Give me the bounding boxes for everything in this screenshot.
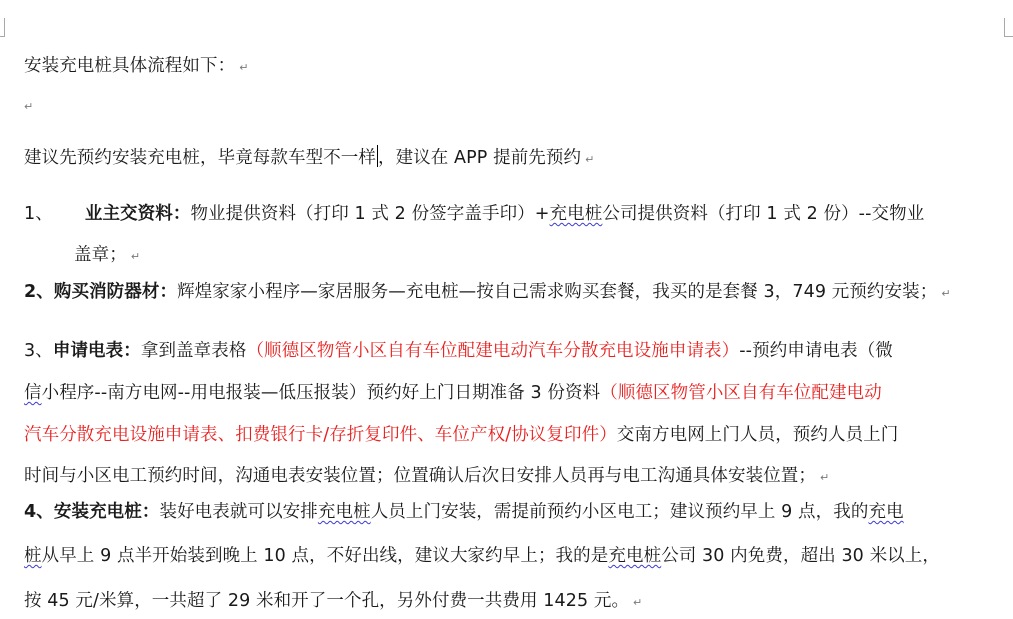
step3-line3[interactable] [24, 423, 898, 447]
step4-l2-a: 桩 [24, 546, 42, 566]
step3-l3-red: 汽车分散充电设施申请表、扣费银行卡/存折复印件、车位产权/协议复印件） [24, 425, 617, 445]
step3-l1-a: 拿到盖章表格 [140, 341, 247, 361]
empty-paragraph[interactable] [24, 93, 33, 119]
step1-number: 1、 [24, 204, 53, 224]
step4-line1[interactable] [24, 500, 904, 524]
doc-title-line[interactable] [24, 54, 249, 80]
step3-l2-red: （顺德区物管小区自有车位配建电动 [600, 383, 882, 403]
step4-l1-c: 人员上门安装，需提前预约小区电工；建议预约早上 9 点，我的 [370, 502, 869, 522]
paragraph-mark: ↵ [24, 100, 34, 113]
step2-line[interactable] [24, 280, 951, 306]
paragraph-mark: ↵ [941, 287, 951, 300]
step4-l3: 按 45 元/米算，一共超了 29 米和开了一个孔，另外付费一共费用 1425 元。 [24, 591, 630, 611]
step3-number: 3、 [24, 341, 53, 361]
step1-text-b: 充电桩 [549, 204, 603, 224]
step3-line2[interactable] [24, 381, 882, 405]
step1-line2[interactable] [74, 243, 140, 269]
step3-l1-b: --预约申请电表（微 [739, 341, 893, 361]
step3-line1[interactable] [24, 339, 893, 363]
step3-heading: 申请电表： [52, 341, 141, 361]
step3-l3-b: 交南方电网上门人员，预约人员上门 [616, 425, 899, 445]
intro-line[interactable] [24, 145, 594, 172]
step1-text-c: 公司提供资料（打印 1 式 2 份）--交物业 [602, 204, 925, 224]
step1-text-d: 盖章； [74, 245, 127, 265]
step4-l2-d: 公司 30 内免费，超出 30 米以上， [661, 546, 940, 566]
crop-mark-top-left [0, 18, 5, 37]
intro-part2: ，建议在 APP 提前先预约 [378, 148, 582, 168]
paragraph-mark: ↵ [585, 153, 595, 166]
step3-l2-a: 信 [24, 383, 42, 403]
step4-l2-c: 充电桩 [608, 546, 662, 566]
step3-l4: 时间与小区电工预约时间，沟通电表安装位置；位置确认后次日安排人员再与电工沟通具体安装位置； [24, 466, 816, 486]
step2-text: 辉煌家家小程序—家居服务—充电桩—按自己需求购买套餐，我买的是套餐 3，749 元预约安装； [177, 282, 938, 302]
step4-line3[interactable] [24, 589, 642, 615]
step4-l1-b: 充电桩 [317, 502, 371, 522]
doc-title: 安装充电桩具体流程如下： [24, 56, 236, 76]
intro-part1: 建议先预约安装充电桩，毕竟每款车型不一样 [24, 148, 376, 168]
step1-text-a: 物业提供资料（打印 1 式 2 份签字盖手印）+ [190, 204, 550, 224]
step3-l1-red: （顺德区物管小区自有车位配建电动汽车分散充电设施申请表） [246, 341, 740, 361]
paragraph-mark: ↵ [130, 250, 141, 263]
step1-line1[interactable] [24, 202, 924, 226]
step3-line4[interactable] [24, 464, 829, 490]
paragraph-mark: ↵ [633, 596, 643, 609]
step4-l1-d: 充电 [868, 502, 904, 522]
step2-heading: 2、购买消防器材： [24, 282, 178, 302]
crop-mark-top-right [1004, 18, 1013, 37]
step3-l2-b: 小程序--南方电网--用电报装—低压报装）预约好上门日期准备 3 份资料 [41, 383, 601, 403]
paragraph-mark: ↵ [239, 61, 249, 74]
step4-heading: 4、安装充电桩： [24, 502, 160, 522]
step4-l2-b: 从早上 9 点半开始装到晚上 10 点，不好出线，建议大家约早上；我的是 [41, 546, 609, 566]
paragraph-mark: ↵ [820, 471, 830, 484]
step4-line2[interactable] [24, 544, 940, 568]
step4-l1-a: 装好电表就可以安排 [159, 502, 318, 522]
step1-heading: 业主交资料： [84, 204, 191, 224]
